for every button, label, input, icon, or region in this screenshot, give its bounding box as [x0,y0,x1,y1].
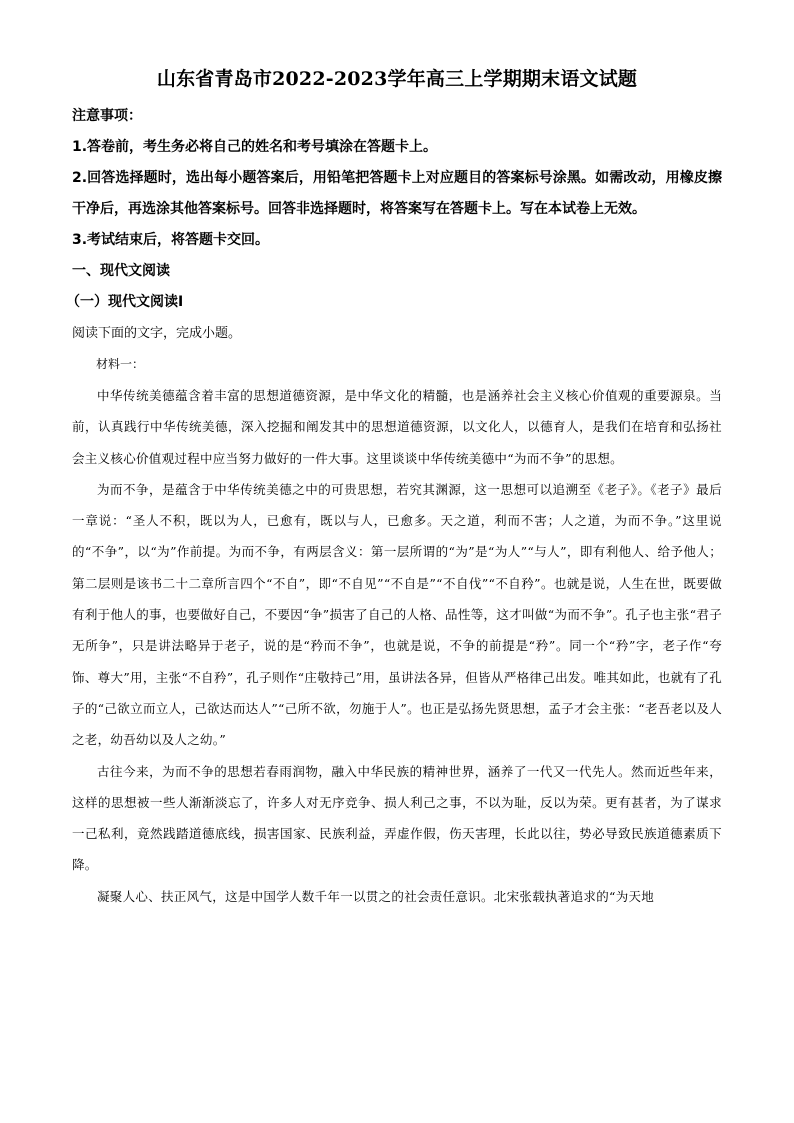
notice-item-3: 3.考试结束后，将答题卡交回。 [72,232,270,248]
document-page [66,66,722,912]
material-label: 材料一： [96,357,145,371]
notice-heading: 注意事项： [72,108,142,124]
notice-item-2: 2.回答选择题时，选出每小题答案后，用铅笔把答题卡上对应题目的答案标号涂黑。如需改动，用橡皮擦干净后，再选涂其他答案标号。回答非选择题时，将答案写在答题卡上。写在本试卷上无效。 [72,170,722,217]
notice-item-1: 1.答卷前，考生务必将自己的姓名和考号填涂在答题卡上。 [72,139,438,155]
document-title: 山东省青岛市2022-2023学年高三上学期期末语文试题 [156,68,638,90]
section-title: 一、现代文阅读 [72,263,170,279]
passage-paragraph-3: 古往今来，为而不争的思想若春雨润物，融入中华民族的精神世界，涵养了一代又一代先人。然而近些年来，这样的思想被一些人渐渐淡忘了，许多人对无序竞争、损人利己之事，不以为耻，反以为荣。更有甚者，为了谋求一己私利，竟然践踏道德底线，损害国家、民族利益，弄虚作假，伤天害理，长此以往，势必导致民族道德素质下降。 [72,763,722,873]
passage-paragraph-2: 为而不争，是蕴含于中华传统美德之中的可贵思想，若究其渊源，这一思想可以追溯至《老子》。《老子》最后一章说：“圣人不积，既以为人，已愈有，既以与人，已愈多。天之道，利而不害；人之道，为而不争。”这里说的“不争”，以“为”作前提。为而不争，有两层含义：第一层所谓的“为”是“为人”“与人”，即有利他人、给予他人；第二层则是该书二十二章所言四个“不自”，即“不自见”“不自是”“不自伐”“不自矜”。也就是说，人生在世，既要做有利于他人的事，也要做好自己，不要因“争”损害了自己的人格、品性等，这才叫做“为而不争”。孔子也主张“君子无所争”，只是讲法略异于老子，说的是“矜而不争”，也就是说，不争的前提是“矜”。同一个“矜”字，老子作“夸饰、尊大”用，主张“不自矜”，孔子则作“庄敬持己”用，虽讲法各异，但皆从严格律己出发。唯其如此，也就有了孔子的“己欲立而立人，己欲达而达人”“己所不欲，勿施于人”。也正是弘扬先贤思想，孟子才会主张：“老吾老以及人之老，幼吾幼以及人之幼。” [72,481,722,748]
passage-paragraph-1: 中华传统美德蕴含着丰富的思想道德资源，是中华文化的精髓，也是涵养社会主义核心价值观的重要源泉。当前，认真践行中华传统美德，深入挖掘和阐发其中的思想道德资源，以文化人，以德育人，是我们在培育和弘扬社会主义核心价值观过程中应当努力做好的一件大事。这里谈谈中华传统美德中“为而不争”的思想。 [72,388,722,466]
subsection-title: （一）现代文阅读Ⅰ [66,294,184,310]
passage-paragraph-4: 凝聚人心、扶正风气，这是中国学人数千年一以贯之的社会责任意识。北宋张载执著追求的“为天地 [97,888,655,904]
reading-instruction: 阅读下面的文字，完成小题。 [72,326,242,341]
